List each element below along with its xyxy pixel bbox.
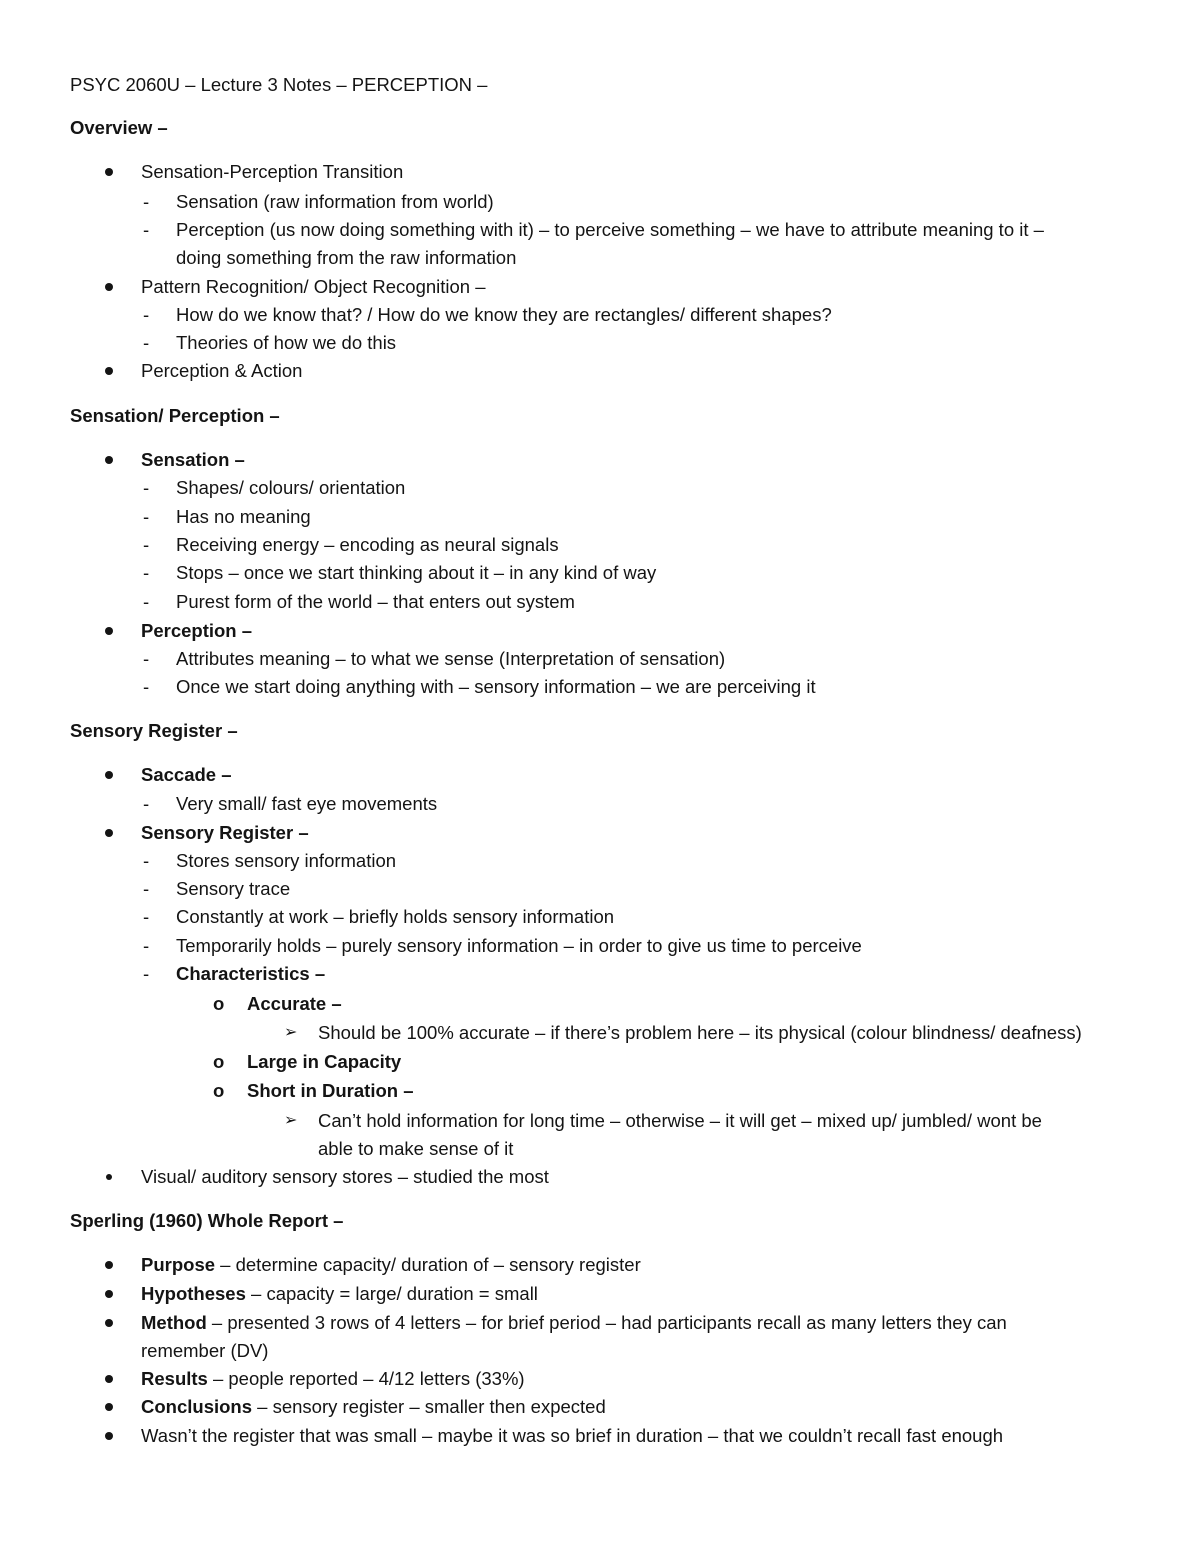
sub-item-text: Once we start doing anything with – sensory information – we are perceiving it	[176, 676, 816, 697]
sub-item-text: Shapes/ colours/ orientation	[176, 477, 406, 498]
dash-icon: -	[143, 562, 150, 583]
sub-item-text: Constantly at work – briefly holds sensory information	[176, 906, 615, 927]
arrow-item-continuation	[0, 1135, 1200, 1163]
list-item-text	[141, 1280, 538, 1308]
sub-item	[0, 216, 1200, 244]
list-item	[0, 1280, 1200, 1308]
dash-icon: -	[143, 935, 150, 956]
bullet-icon	[105, 771, 113, 779]
item-label: Results	[141, 1368, 208, 1389]
dash-icon: -	[143, 477, 150, 498]
dash-icon: -	[143, 219, 150, 240]
sub-item	[0, 503, 1200, 531]
bullet-icon	[105, 1432, 113, 1440]
item-body: – determine capacity/ duration of – sensory register	[215, 1254, 641, 1275]
section-heading-line	[0, 717, 1200, 745]
item-label: Conclusions	[141, 1396, 253, 1417]
arrow-bullet-icon: ➢	[284, 1024, 298, 1041]
list-item-text: Wasn’t the register that was small – maybe it was so brief in duration – that we couldn’t recall fast enough	[141, 1425, 1004, 1446]
list-item-text	[141, 1365, 525, 1393]
sub-item-text: Attributes meaning – to what we sense (Interpretation of sensation)	[176, 648, 726, 669]
dash-icon: -	[143, 506, 150, 527]
dash-icon: -	[143, 850, 150, 871]
list-item-text: Sensation-Perception Transition	[141, 161, 404, 182]
list-item-text: Saccade –	[141, 764, 232, 785]
sub-item-text: Receiving energy – encoding as neural signals	[176, 534, 559, 555]
list-item-text: remember (DV)	[141, 1340, 269, 1361]
sub-item-text: Theories of how we do this	[176, 332, 397, 353]
sub-item-text: Sensory trace	[176, 878, 291, 899]
hollow-bullet-icon: o	[213, 1080, 225, 1101]
sub-item-text: Has no meaning	[176, 506, 311, 527]
sub-item-text: How do we know that? / How do we know they are rectangles/ different shapes?	[176, 304, 832, 325]
bullet-icon	[105, 367, 113, 375]
section-heading-line	[0, 1207, 1200, 1235]
arrow-item-text: able to make sense of it	[318, 1138, 514, 1159]
sub-item	[0, 847, 1200, 875]
list-item	[0, 1163, 1200, 1191]
sub-item-text: doing something from the raw information	[176, 247, 517, 268]
bullet-icon	[105, 1261, 113, 1269]
list-item-text: Perception & Action	[141, 360, 303, 381]
sub-item	[0, 188, 1200, 216]
list-item	[0, 158, 1200, 186]
dash-icon: -	[143, 332, 150, 353]
bullet-icon	[105, 1375, 113, 1383]
arrow-item-text: Can’t hold information for long time – otherwise – it will get – mixed up/ jumbled/ wont be	[318, 1110, 1042, 1131]
arrow-item-text: Should be 100% accurate – if there’s problem here – its physical (colour blindness/ deafness)	[318, 1022, 1082, 1043]
document-title-line	[0, 71, 1200, 99]
bullet-icon	[105, 1319, 113, 1327]
sub-item-text: Very small/ fast eye movements	[176, 793, 438, 814]
list-item	[0, 446, 1200, 474]
list-item	[0, 617, 1200, 645]
list-item	[0, 761, 1200, 789]
sub-sub-item-text: Accurate –	[247, 993, 342, 1014]
bullet-icon	[105, 168, 113, 176]
list-item-text: Visual/ auditory sensory stores – studied the most	[141, 1166, 549, 1187]
section-heading-line	[0, 402, 1200, 430]
bullet-icon	[105, 627, 113, 635]
list-item-text: Sensory Register –	[141, 822, 309, 843]
sub-item-text: Characteristics –	[176, 963, 326, 984]
sub-item	[0, 645, 1200, 673]
sub-item-text: Perception (us now doing something with it) – to perceive something – we have to attribute meaning to it –	[176, 219, 1044, 240]
bullet-icon	[106, 1174, 112, 1180]
sub-item	[0, 474, 1200, 502]
sub-item	[0, 790, 1200, 818]
bullet-icon	[105, 1290, 113, 1298]
sub-item-continuation	[0, 244, 1200, 272]
item-body: – sensory register – smaller then expected	[252, 1396, 606, 1417]
list-item	[0, 1309, 1200, 1337]
list-item	[0, 1365, 1200, 1393]
sub-item-text: Stops – once we start thinking about it – in any kind of way	[176, 562, 657, 583]
list-item-text: Sensation –	[141, 449, 245, 470]
list-item	[0, 1393, 1200, 1421]
item-label: Method	[141, 1312, 207, 1333]
bullet-icon	[105, 1403, 113, 1411]
list-item	[0, 1422, 1200, 1450]
sub-sub-item-text: Large in Capacity	[247, 1051, 402, 1072]
sub-item	[0, 588, 1200, 616]
arrow-bullet-icon: ➢	[284, 1112, 298, 1129]
sub-item	[0, 875, 1200, 903]
list-item-text	[141, 1393, 606, 1421]
dash-icon: -	[143, 878, 150, 899]
sub-item	[0, 301, 1200, 329]
dash-icon: -	[143, 648, 150, 669]
sub-item-text: Sensation (raw information from world)	[176, 191, 494, 212]
arrow-item	[0, 1019, 1200, 1047]
dash-icon: -	[143, 676, 150, 697]
bullet-icon	[105, 283, 113, 291]
list-item-text	[141, 1251, 641, 1279]
dash-icon: -	[143, 304, 150, 325]
list-item-text: Pattern Recognition/ Object Recognition –	[141, 276, 486, 297]
sub-item	[0, 673, 1200, 701]
sub-item-text: Temporarily holds – purely sensory information – in order to give us time to perceive	[176, 935, 862, 956]
item-label: Purpose	[141, 1254, 216, 1275]
item-body: – presented 3 rows of 4 letters – for brief period – had participants recall as many letters they can	[206, 1312, 1007, 1333]
sub-item	[0, 531, 1200, 559]
sub-item-text: Purest form of the world – that enters out system	[176, 591, 575, 612]
list-item-text: Perception –	[141, 620, 253, 641]
list-item-text	[141, 1309, 1007, 1337]
sub-sub-item-text: Short in Duration –	[247, 1080, 414, 1101]
item-body: – capacity = large/ duration = small	[245, 1283, 538, 1304]
sub-sub-item	[0, 1077, 1200, 1105]
list-item-continuation	[0, 1337, 1200, 1365]
section-heading-sensation-perception: Sensation/ Perception –	[70, 405, 280, 426]
sub-item	[0, 903, 1200, 931]
list-item	[0, 357, 1200, 385]
section-heading-overview: Overview –	[70, 117, 168, 138]
arrow-item	[0, 1107, 1200, 1135]
list-item	[0, 1251, 1200, 1279]
section-heading-sensory-register: Sensory Register –	[70, 720, 238, 741]
sub-sub-item	[0, 1048, 1200, 1076]
hollow-bullet-icon: o	[213, 993, 225, 1014]
list-item	[0, 819, 1200, 847]
item-body: – people reported – 4/12 letters (33%)	[207, 1368, 525, 1389]
dash-icon: -	[143, 534, 150, 555]
sub-item	[0, 960, 1200, 988]
section-heading-sperling: Sperling (1960) Whole Report –	[70, 1210, 344, 1231]
item-label: Hypotheses	[141, 1283, 246, 1304]
sub-item-text: Stores sensory information	[176, 850, 397, 871]
bullet-icon	[105, 456, 113, 464]
document-title: PSYC 2060U – Lecture 3 Notes – PERCEPTION –	[70, 74, 488, 95]
sub-item	[0, 559, 1200, 587]
bullet-icon	[105, 829, 113, 837]
dash-icon: -	[143, 793, 150, 814]
sub-sub-item	[0, 990, 1200, 1018]
dash-icon: -	[143, 591, 150, 612]
section-heading-line	[0, 114, 1200, 142]
list-item	[0, 273, 1200, 301]
sub-item	[0, 932, 1200, 960]
hollow-bullet-icon: o	[213, 1051, 225, 1072]
dash-icon: -	[143, 906, 150, 927]
dash-icon: -	[143, 963, 150, 984]
dash-icon: -	[143, 191, 150, 212]
sub-item	[0, 329, 1200, 357]
